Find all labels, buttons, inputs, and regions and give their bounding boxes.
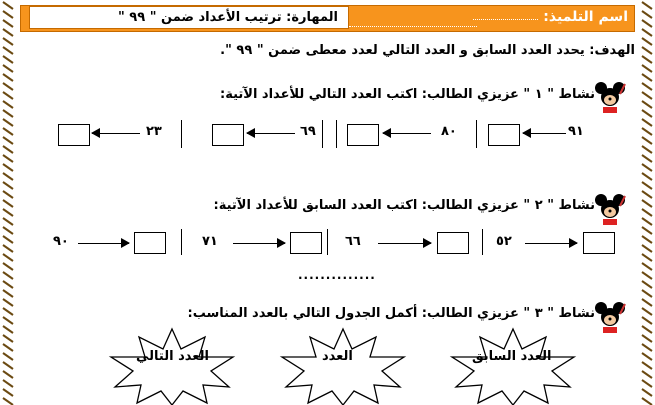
goal-text: الهدف: يحدد العدد السابق و العدد التالي لعدد معطى ضمن " ٩٩ ".: [220, 43, 635, 58]
answer-box[interactable]: [58, 124, 90, 146]
activity1-title: نشاط " ١ " عزيزي الطالب: اكتب العدد التالي للأعداد الآتية:: [220, 87, 595, 102]
separator-dots: ..............: [298, 268, 376, 282]
arrow-left-icon: [383, 133, 431, 134]
pencil-stroke: [3, 92, 13, 99]
pencil-stroke: [642, 227, 652, 234]
pencil-stroke: [3, 110, 13, 117]
pencil-stroke: [3, 2, 13, 9]
answer-box[interactable]: [437, 232, 469, 254]
header-next-number: العدد التالي: [136, 349, 209, 364]
pencil-stroke: [3, 227, 13, 234]
pencil-stroke: [3, 317, 13, 324]
pencil-stroke: [3, 11, 13, 18]
pencil-stroke: [642, 164, 652, 171]
pencil-stroke: [3, 173, 13, 180]
star-header-previous: [448, 327, 578, 405]
separator: [181, 120, 182, 148]
starburst-shape: [452, 329, 574, 405]
pencil-stroke: [3, 353, 13, 360]
pencil-stroke: [3, 371, 13, 378]
student-name-label: اسم التلميذ:: [543, 9, 628, 25]
mickey-icon: [593, 80, 627, 114]
pencil-stroke: [642, 155, 652, 162]
separator: [336, 120, 337, 148]
mickey-icon: [593, 300, 627, 334]
answer-box[interactable]: [488, 124, 520, 146]
pencil-stroke: [642, 335, 652, 342]
arrow-left-icon: [247, 133, 295, 134]
pencil-stroke: [642, 92, 652, 99]
pencil-stroke: [3, 218, 13, 225]
pencil-stroke: [642, 317, 652, 324]
pencil-stroke: [642, 191, 652, 198]
pencil-stroke: [642, 200, 652, 207]
header-bar: [20, 5, 635, 32]
pencil-stroke: [3, 245, 13, 252]
pencil-stroke: [3, 137, 13, 144]
pencil-stroke: [3, 326, 13, 333]
activity1-number: ٢٣: [146, 124, 162, 139]
separator: [322, 120, 323, 148]
pencil-stroke: [3, 83, 13, 90]
separator: [482, 229, 483, 255]
answer-box[interactable]: [583, 232, 615, 254]
pencil-stroke: [3, 344, 13, 351]
pencil-stroke: [642, 137, 652, 144]
pencil-stroke: [642, 353, 652, 360]
pencil-border-left: [0, 0, 16, 405]
star-header-next: [107, 327, 237, 405]
pencil-stroke: [3, 281, 13, 288]
pencil-stroke: [642, 65, 652, 72]
arrow-right-icon: [525, 243, 577, 244]
pencil-stroke: [642, 308, 652, 315]
pencil-stroke: [3, 263, 13, 270]
pencil-stroke: [642, 29, 652, 36]
activity2-number: ٧١: [202, 234, 218, 249]
pencil-stroke: [642, 299, 652, 306]
activity2-title: نشاط " ٢ " عزيزي الطالب: اكتب العدد السابق للأعداد الآتية:: [213, 198, 595, 213]
pencil-stroke: [3, 254, 13, 261]
pencil-stroke: [3, 308, 13, 315]
pencil-stroke: [3, 128, 13, 135]
starburst-shape: [282, 329, 404, 405]
star-header-number: [278, 327, 408, 405]
activity2-number: ٦٦: [345, 234, 361, 249]
pencil-stroke: [3, 380, 13, 387]
pencil-stroke: [3, 146, 13, 153]
pencil-stroke: [3, 236, 13, 243]
pencil-stroke: [642, 119, 652, 126]
pencil-stroke: [642, 209, 652, 216]
pencil-stroke: [642, 263, 652, 270]
pencil-stroke: [3, 335, 13, 342]
pencil-stroke: [642, 344, 652, 351]
pencil-stroke: [642, 236, 652, 243]
pencil-stroke: [3, 47, 13, 54]
pencil-stroke: [3, 191, 13, 198]
pencil-stroke: [642, 74, 652, 81]
pencil-border-right: [639, 0, 655, 405]
pencil-stroke: [642, 128, 652, 135]
separator: [476, 120, 477, 148]
pencil-stroke: [3, 65, 13, 72]
pencil-stroke: [642, 272, 652, 279]
activity2-number: ٥٢: [496, 234, 512, 249]
pencil-stroke: [642, 326, 652, 333]
activity3-title: نشاط " ٣ " عزيزي الطالب: أكمل الجدول التالي بالعدد المناسب:: [187, 306, 595, 321]
header-dotted-gap: [349, 9, 477, 27]
pencil-stroke: [3, 200, 13, 207]
activity2-number: ٩٠: [53, 234, 69, 249]
pencil-stroke: [642, 83, 652, 90]
pencil-stroke: [642, 218, 652, 225]
activity1-number: ٦٩: [300, 124, 316, 139]
pencil-stroke: [3, 155, 13, 162]
pencil-stroke: [642, 281, 652, 288]
pencil-stroke: [3, 299, 13, 306]
pencil-stroke: [642, 362, 652, 369]
student-name-line: [473, 19, 538, 20]
pencil-stroke: [642, 245, 652, 252]
pencil-stroke: [642, 20, 652, 27]
pencil-stroke: [3, 362, 13, 369]
pencil-stroke: [642, 389, 652, 396]
pencil-stroke: [642, 11, 652, 18]
pencil-stroke: [642, 290, 652, 297]
pencil-stroke: [3, 20, 13, 27]
pencil-stroke: [3, 209, 13, 216]
pencil-stroke: [3, 38, 13, 45]
pencil-stroke: [642, 38, 652, 45]
pencil-stroke: [642, 398, 652, 405]
arrow-right-icon: [378, 243, 431, 244]
pencil-stroke: [3, 119, 13, 126]
pencil-stroke: [3, 272, 13, 279]
pencil-stroke: [3, 164, 13, 171]
pencil-stroke: [3, 389, 13, 396]
answer-box[interactable]: [290, 232, 322, 254]
pencil-stroke: [642, 173, 652, 180]
pencil-stroke: [3, 29, 13, 36]
activity1-number: ٨٠: [441, 124, 457, 139]
skill-box: [29, 6, 349, 29]
pencil-stroke: [3, 101, 13, 108]
pencil-stroke: [3, 56, 13, 63]
separator: [181, 229, 182, 255]
pencil-stroke: [3, 182, 13, 189]
separator: [327, 229, 328, 255]
arrow-right-icon: [78, 243, 129, 244]
pencil-stroke: [642, 254, 652, 261]
activity1-number: ٩١: [568, 124, 584, 139]
arrow-left-icon: [92, 133, 140, 134]
answer-box[interactable]: [212, 124, 244, 146]
pencil-stroke: [642, 371, 652, 378]
pencil-stroke: [642, 110, 652, 117]
pencil-stroke: [642, 182, 652, 189]
answer-box[interactable]: [347, 124, 379, 146]
skill-label: المهارة: ترتيب الأعداد ضمن " ٩٩ ": [117, 10, 338, 25]
pencil-stroke: [642, 146, 652, 153]
pencil-stroke: [3, 398, 13, 405]
mickey-icon: [593, 192, 627, 226]
pencil-stroke: [642, 380, 652, 387]
pencil-stroke: [3, 74, 13, 81]
pencil-stroke: [642, 2, 652, 9]
pencil-stroke: [642, 56, 652, 63]
pencil-stroke: [3, 290, 13, 297]
header-previous-number: العدد السابق: [472, 349, 552, 364]
pencil-stroke: [642, 101, 652, 108]
starburst-shape: [111, 329, 233, 405]
answer-box[interactable]: [134, 232, 166, 254]
arrow-left-icon: [523, 133, 566, 134]
header-number: العدد: [322, 349, 353, 364]
pencil-stroke: [642, 47, 652, 54]
arrow-right-icon: [233, 243, 285, 244]
